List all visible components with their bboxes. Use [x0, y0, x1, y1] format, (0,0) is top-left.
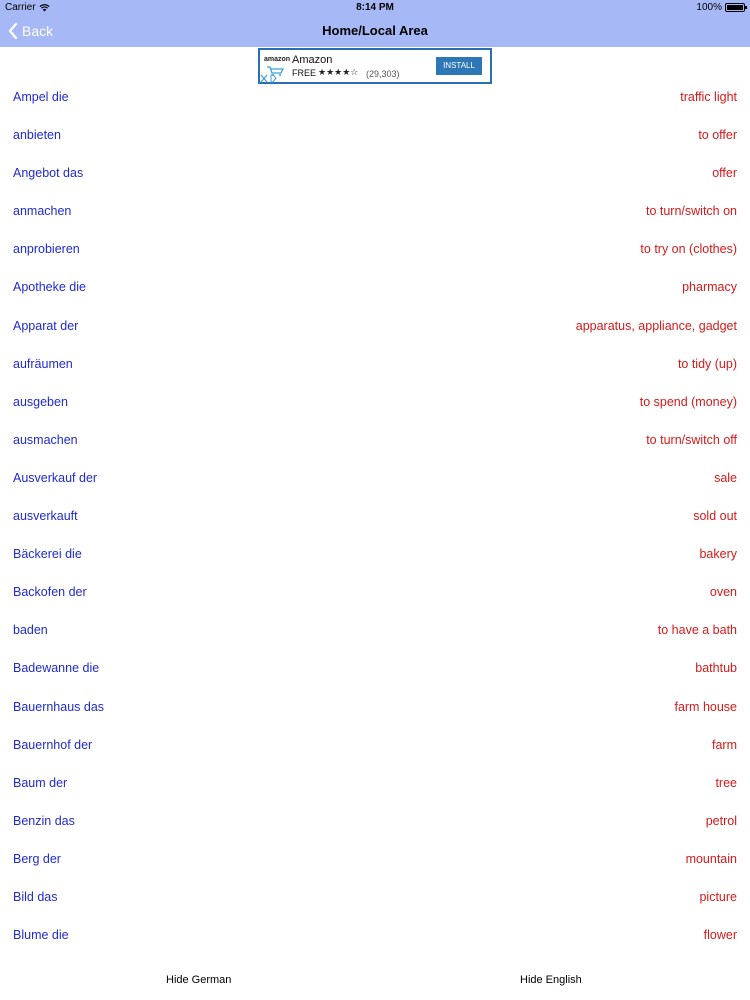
- english-word[interactable]: traffic light: [680, 90, 737, 104]
- english-word[interactable]: offer: [712, 166, 737, 181]
- english-word[interactable]: petrol: [705, 813, 737, 828]
- german-word[interactable]: Apotheke die: [13, 280, 86, 295]
- german-word[interactable]: Bild das: [13, 889, 58, 904]
- carrier-label: Carrier: [5, 2, 36, 13]
- german-word[interactable]: Angebot das: [13, 166, 84, 181]
- list-item[interactable]: [0, 611, 750, 649]
- list-item[interactable]: [0, 307, 750, 345]
- list-item[interactable]: [0, 383, 750, 421]
- list-item[interactable]: [0, 78, 750, 116]
- english-word[interactable]: pharmacy: [682, 280, 737, 295]
- english-word[interactable]: to tidy (up): [677, 356, 737, 371]
- german-word[interactable]: ausmachen: [13, 432, 78, 447]
- german-word[interactable]: Blume die: [13, 928, 69, 943]
- german-word[interactable]: Benzin das: [13, 813, 75, 828]
- english-word[interactable]: to spend (money): [639, 394, 737, 409]
- status-bar: [0, 0, 750, 16]
- ad-price: FREE: [292, 68, 317, 78]
- english-word[interactable]: picture: [699, 889, 737, 904]
- german-word[interactable]: anmachen: [13, 204, 72, 219]
- review-count: (29,303): [366, 69, 400, 79]
- list-item[interactable]: [0, 573, 750, 611]
- list-item[interactable]: [0, 497, 750, 535]
- german-word[interactable]: Baum der: [13, 775, 68, 790]
- german-word[interactable]: Bäckerei die: [13, 547, 82, 562]
- german-word[interactable]: Berg der: [13, 851, 61, 866]
- english-word[interactable]: bathtub: [695, 661, 737, 676]
- english-word[interactable]: to offer: [698, 128, 737, 143]
- install-button[interactable]: INSTALL: [436, 57, 482, 75]
- english-word[interactable]: tree: [715, 775, 737, 790]
- english-word[interactable]: to have a bath: [657, 623, 737, 638]
- list-item[interactable]: [0, 764, 750, 802]
- english-word[interactable]: mountain: [685, 851, 737, 866]
- english-word[interactable]: bakery: [699, 547, 737, 562]
- german-word[interactable]: Ampel die: [13, 90, 69, 104]
- list-item[interactable]: [0, 802, 750, 840]
- english-word[interactable]: sold out: [693, 509, 737, 524]
- back-label: Back: [22, 23, 54, 39]
- clock: 8:14 PM: [356, 2, 394, 13]
- list-item[interactable]: [0, 345, 750, 383]
- battery-indicator: [696, 2, 745, 13]
- list-item[interactable]: [0, 268, 750, 306]
- list-item[interactable]: [0, 192, 750, 230]
- list-item[interactable]: [0, 421, 750, 459]
- list-item[interactable]: [0, 535, 750, 573]
- english-word[interactable]: apparatus, appliance, gadget: [575, 318, 737, 333]
- english-word[interactable]: to try on (clothes): [640, 242, 737, 257]
- page-title: Home/Local Area: [322, 23, 428, 38]
- bottom-toolbar: [0, 966, 750, 1000]
- english-word[interactable]: farm: [712, 737, 737, 752]
- list-item[interactable]: [0, 688, 750, 726]
- german-word[interactable]: baden: [13, 623, 48, 638]
- list-item[interactable]: [0, 116, 750, 154]
- german-word[interactable]: Bauernhaus das: [13, 699, 105, 714]
- list-item[interactable]: [0, 878, 750, 916]
- list-item[interactable]: [0, 726, 750, 764]
- german-word[interactable]: aufräumen: [13, 356, 73, 371]
- german-word[interactable]: ausverkauft: [13, 509, 78, 524]
- english-word[interactable]: farm house: [674, 699, 737, 714]
- word-list: [0, 78, 750, 954]
- list-item[interactable]: [0, 649, 750, 687]
- german-word[interactable]: Bauernhof der: [13, 737, 93, 752]
- hide-english-button[interactable]: Hide English: [520, 974, 582, 986]
- german-word[interactable]: Apparat der: [13, 318, 79, 333]
- english-word[interactable]: to turn/switch on: [645, 204, 737, 219]
- list-item[interactable]: [0, 154, 750, 192]
- star-rating: ★★★★☆: [318, 67, 359, 77]
- list-item[interactable]: [0, 459, 750, 497]
- list-item[interactable]: [0, 916, 750, 954]
- english-word[interactable]: oven: [709, 585, 737, 600]
- german-word[interactable]: Backofen der: [13, 585, 87, 600]
- german-word[interactable]: Ausverkauf der: [13, 470, 98, 485]
- ad-title: Amazon: [292, 54, 333, 66]
- battery-icon: [725, 3, 745, 12]
- list-item[interactable]: [0, 840, 750, 878]
- german-word[interactable]: anbieten: [13, 128, 61, 143]
- german-word[interactable]: Badewanne die: [13, 661, 100, 676]
- german-word[interactable]: anprobieren: [13, 242, 80, 257]
- navigation-bar: [0, 16, 750, 47]
- english-word[interactable]: to turn/switch off: [646, 432, 737, 447]
- battery-percent: 100%: [696, 2, 722, 13]
- amazon-logo: amazon: [264, 56, 291, 63]
- german-word[interactable]: ausgeben: [13, 394, 68, 409]
- list-item[interactable]: [0, 230, 750, 268]
- english-word[interactable]: flower: [703, 928, 737, 943]
- hide-german-button[interactable]: Hide German: [166, 974, 232, 986]
- english-word[interactable]: sale: [714, 470, 737, 485]
